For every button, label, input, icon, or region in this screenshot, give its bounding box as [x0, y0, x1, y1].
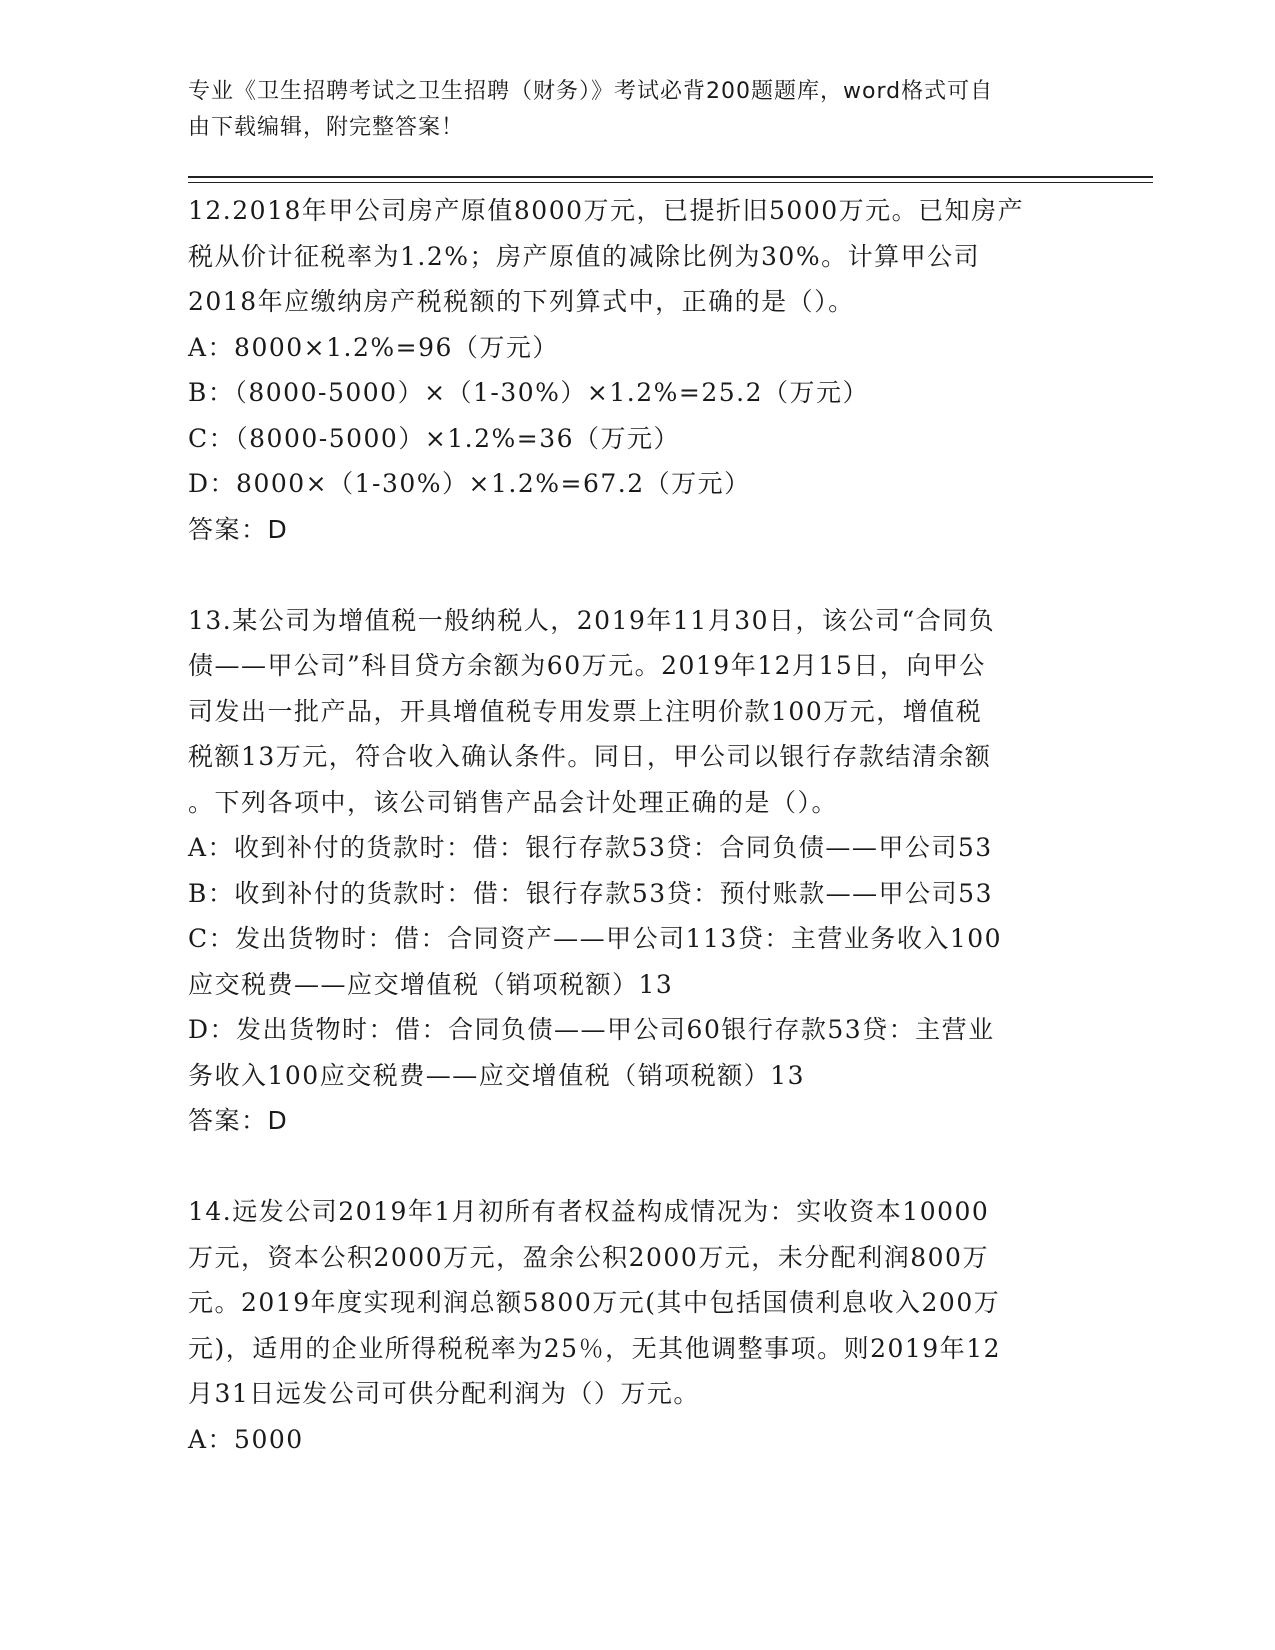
question-line: 税从价计征税率为1.2%；房产原值的减除比例为30%。计算甲公司: [188, 241, 981, 271]
header-line-2: 由下载编辑，附完整答案！: [188, 115, 465, 140]
question-line: 月31日远发公司可供分配利润为（）万元。: [188, 1379, 700, 1408]
question-12: [188, 188, 1088, 553]
question-line: 万元，资本公积2000万元，盈余公积2000万元，未分配利润800万: [188, 1242, 989, 1272]
header-rule-thick: [188, 176, 1153, 178]
question-line: 13.某公司为增值税一般纳税人，2019年11月30日，该公司“合同负: [188, 605, 996, 635]
option-a: A：8000×1.2%=96（万元）: [188, 332, 559, 362]
question-14: [188, 1189, 1088, 1462]
question-line: 14.远发公司2019年1月初所有者权益构成情况为：实收资本10000: [188, 1197, 990, 1226]
document-header: [188, 74, 1088, 146]
question-line: 2018年应缴纳房产税税额的下列算式中，正确的是（）。: [188, 287, 855, 316]
option-d: D：8000×（1-30%）×1.2%=67.2（万元）: [188, 469, 751, 498]
question-13: [188, 598, 1088, 1145]
option-d-continued: 务收入100应交税费——应交增值税（销项税额）13: [188, 1060, 806, 1090]
header-line-1: 专业《卫生招聘考试之卫生招聘（财务）》考试必背200题题库，word格式可自: [188, 79, 994, 104]
option-c-continued: 应交税费——应交增值税（销项税额）13: [188, 969, 674, 999]
option-c: C：发出货物时：借：合同资产——甲公司113贷：主营业务收入100: [188, 924, 1003, 953]
question-line: 元。2019年度实现利润总额5800万元(其中包括国债利息收入200万: [188, 1288, 1001, 1317]
spacer: [188, 1144, 1088, 1189]
option-b: B：收到补付的货款时：借：银行存款53贷：预付账款——甲公司53: [188, 878, 993, 908]
option-b: B：（8000-5000）×（1-30%）×1.2%=25.2（万元）: [188, 378, 870, 407]
option-c: C：（8000-5000）×1.2%=36（万元）: [188, 423, 681, 453]
question-line: 12.2018年甲公司房产原值8000万元，已提折旧5000万元。已知房产: [188, 196, 1025, 225]
option-a: A：收到补付的货款时：借：银行存款53贷：合同负债——甲公司53: [188, 833, 993, 862]
question-line: 司发出一批产品，开具增值税专用发票上注明价款100万元，增值税: [188, 696, 983, 726]
question-line: 债——甲公司”科目贷方余额为60万元。2019年12月15日，向甲公: [188, 651, 986, 680]
spacer: [188, 553, 1088, 598]
option-a: A：5000: [188, 1424, 304, 1454]
header-rule-thin: [188, 182, 1153, 183]
question-line: 元)，适用的企业所得税税率为25％，无其他调整事项。则2019年12: [188, 1333, 1002, 1363]
option-d: D：发出货物时：借：合同负债——甲公司60银行存款53贷：主营业: [188, 1015, 995, 1044]
answer: 答案：D: [188, 514, 289, 544]
question-line: 税额13万元，符合收入确认条件。同日，甲公司以银行存款结清余额: [188, 742, 992, 771]
question-line: 。下列各项中，该公司销售产品会计处理正确的是（）。: [188, 787, 839, 817]
question-list: [188, 188, 1088, 1462]
answer: 答案：D: [188, 1106, 289, 1135]
